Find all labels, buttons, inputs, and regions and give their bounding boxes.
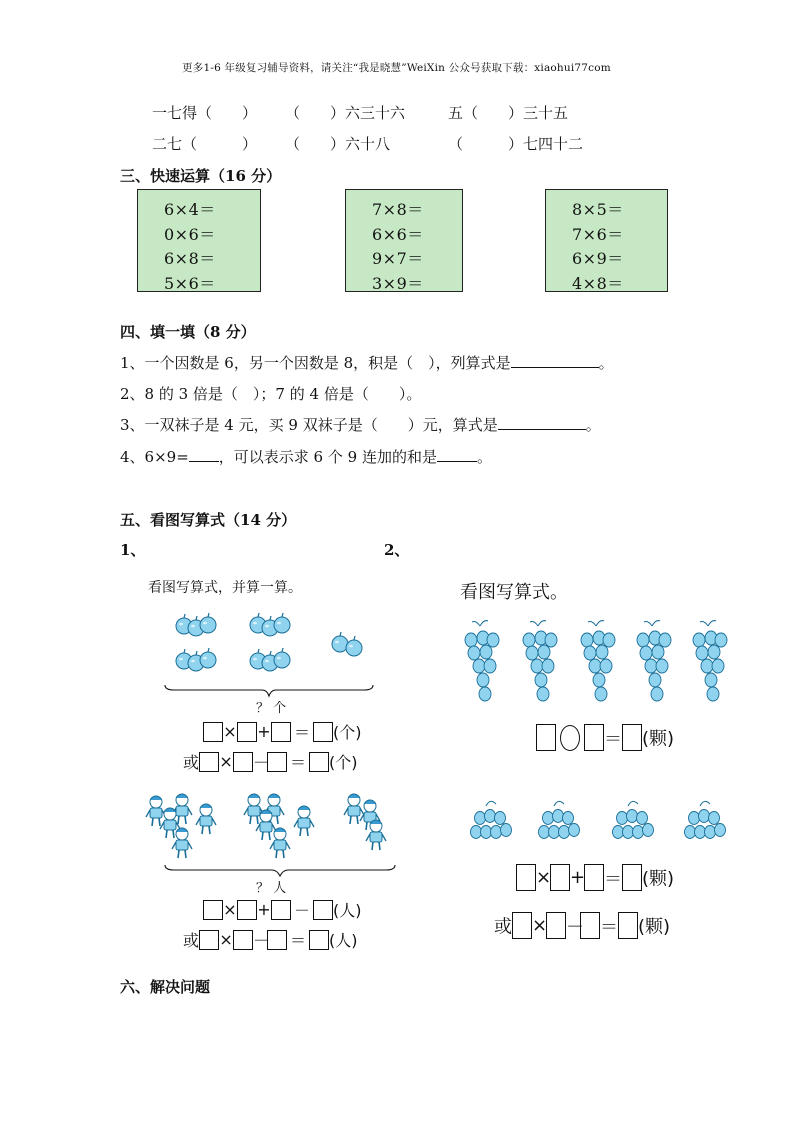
grapes-equation-1 [536,724,674,751]
apple-group-4 [250,648,290,671]
fill-q1 [120,352,614,373]
blank-box[interactable] [271,722,291,742]
apples-picture [170,604,380,684]
q3-end: 。 [585,416,601,434]
problem1-instruction: 看图写算式，并算一算。 [148,580,302,596]
small-grapes-picture [462,798,734,842]
fill-q4 [120,446,492,467]
children-brace [164,864,396,878]
problem2-label: 2、 [384,541,410,559]
blank-box[interactable] [199,930,219,950]
plus-sign: + [257,722,271,741]
plus-sign: + [257,900,271,919]
apples-question: ？ 个 [256,701,287,716]
answer-line[interactable] [189,447,219,462]
children-question: ？ 人 [256,881,287,896]
answer-line[interactable] [511,353,599,368]
times-sign: × [536,867,552,888]
kid-group-2 [244,794,314,858]
q3-text: 3、一双袜子是 4 元，买 9 双袜子是（ ）元，算式是 [120,416,498,434]
times-sign: × [532,915,548,936]
unit-label: (人) [333,901,362,920]
calc-item: 6×6＝ [372,224,424,244]
apple-group-5 [332,632,362,656]
section3-title: 三、快速运算（16 分） [120,167,282,185]
equals-sign: ＝ [290,931,307,950]
kid-group-3 [344,794,386,850]
times-sign: × [219,752,233,771]
equals-sign: ＝ [600,916,618,938]
calc-item: 7×6＝ [572,224,624,244]
equals-sign: ＝ [293,723,310,742]
unit-label: (人) [329,931,358,950]
verse-2-1: 二七（ ） [152,135,258,153]
grape-bunch [523,621,557,701]
calc-box-1 [137,189,261,292]
times-sign: × [223,900,237,919]
times-sign: × [219,930,233,949]
grape-bunch [613,801,654,838]
blank-box[interactable] [199,752,219,772]
problem1-label: 1、 [120,541,146,559]
blank-box[interactable] [618,912,638,939]
blank-box[interactable] [536,724,556,751]
unit-label: (颗) [638,916,671,938]
q1-text: 1、一个因数是 6，另一个因数是 8，积是（ ），列算式是 [120,354,511,372]
blank-box[interactable] [584,724,604,751]
blank-box[interactable] [233,930,253,950]
calc-item: 6×8＝ [164,249,216,268]
verse-1-2: （ ）六三十六 [285,104,406,122]
grape-bunch [637,621,671,701]
blank-box[interactable] [237,900,257,920]
blank-box[interactable] [516,864,536,891]
answer-line[interactable] [437,447,477,462]
blank-box[interactable] [309,930,329,950]
or-label: 或 [494,916,512,938]
verse-2-3: （ ）七四十二 [448,135,584,153]
unit-label: (颗) [642,728,675,750]
section6-title: 六、解决问题 [120,978,211,996]
equals-sign: ＝ [604,728,622,750]
blank-box[interactable] [203,722,223,742]
calc-item: 5×6＝ [164,273,216,293]
blank-box[interactable] [550,864,570,891]
minus-sign: － [253,753,270,772]
or-label: 或 [183,931,200,950]
grapes-picture [458,618,738,708]
kids-equation-2 [183,928,358,951]
verse-1-3: 五（ ）三十五 [448,104,569,122]
grape-bunch [685,801,726,838]
blank-box[interactable] [237,722,257,742]
section5-title: 五、看图写算式（14 分） [120,511,297,529]
q4-text-2: ，可以表示求 6 个 9 连加的和是 [218,448,437,466]
or-label: 或 [183,753,200,772]
kids-equation-1 [203,898,362,921]
calc-item: 0×6＝ [164,224,216,244]
calc-item: 9×7＝ [372,249,424,268]
apple-equation-1 [203,720,362,743]
equals-sign: ＝ [290,753,307,772]
grape-bunch [581,621,615,701]
blank-box[interactable] [313,900,333,920]
calc-box-2 [345,189,463,292]
equals-sign: ＝ [604,868,622,890]
unit-label: (个) [333,723,362,742]
operator-circle[interactable] [560,725,580,751]
blank-box[interactable] [580,912,600,939]
grape-bunch [693,621,727,701]
blank-box[interactable] [512,912,532,939]
blank-box[interactable] [203,900,223,920]
verse-2-2: （ ）六十八 [285,135,391,153]
blank-box[interactable] [546,912,566,939]
calc-item: 8×5＝ [572,200,624,219]
minus-sign: － [293,901,310,920]
apple-group-2 [250,613,290,636]
children-picture [142,786,402,866]
apples-brace [164,684,374,698]
unit-label: (个) [329,753,358,772]
grape-bunch [471,801,512,838]
apple-equation-2 [183,750,358,773]
grape-bunch [465,621,499,701]
calc-item: 7×8＝ [372,200,424,219]
grapes-equation-3 [494,912,670,939]
unit-label: (颗) [642,868,675,890]
blank-box[interactable] [267,752,287,772]
verse-1-1: 一七得（ ） [152,104,258,122]
calc-item: 6×4＝ [164,200,216,219]
grape-bunch [539,801,580,838]
q4-end: 。 [476,448,492,466]
apple-group-1 [176,613,216,636]
blank-box[interactable] [271,900,291,920]
calc-box-3 [545,189,668,292]
blank-box[interactable] [233,752,253,772]
calc-item: 4×8＝ [572,273,624,293]
fill-q3 [120,414,601,435]
problem2-instruction: 看图写算式。 [460,582,568,603]
blank-box[interactable] [584,864,604,891]
apple-group-3 [176,648,216,671]
page-header: 更多1-6 年级复习辅导资料，请关注“我是晓慧”WeiXin 公众号获取下载：xiaohui77com [182,62,611,74]
plus-sign: + [570,867,586,888]
blank-box[interactable] [622,864,642,891]
kid-group-1 [146,794,216,858]
minus-sign: － [566,916,584,938]
calc-item: 6×9＝ [572,249,624,268]
blank-box[interactable] [267,930,287,950]
blank-box[interactable] [313,722,333,742]
blank-box[interactable] [622,724,642,751]
answer-line[interactable] [498,415,586,430]
grapes-equation-2 [516,864,674,891]
q4-text: 4、6×9= [120,448,189,466]
q1-end: 。 [598,354,614,372]
calc-item: 3×9＝ [372,273,424,293]
minus-sign: － [253,931,270,950]
fill-q2: 2、8 的 3 倍是（ ）；7 的 4 倍是（ ）。 [120,385,422,403]
times-sign: × [223,722,237,741]
blank-box[interactable] [309,752,329,772]
section4-title: 四、填一填（8 分） [120,323,256,341]
